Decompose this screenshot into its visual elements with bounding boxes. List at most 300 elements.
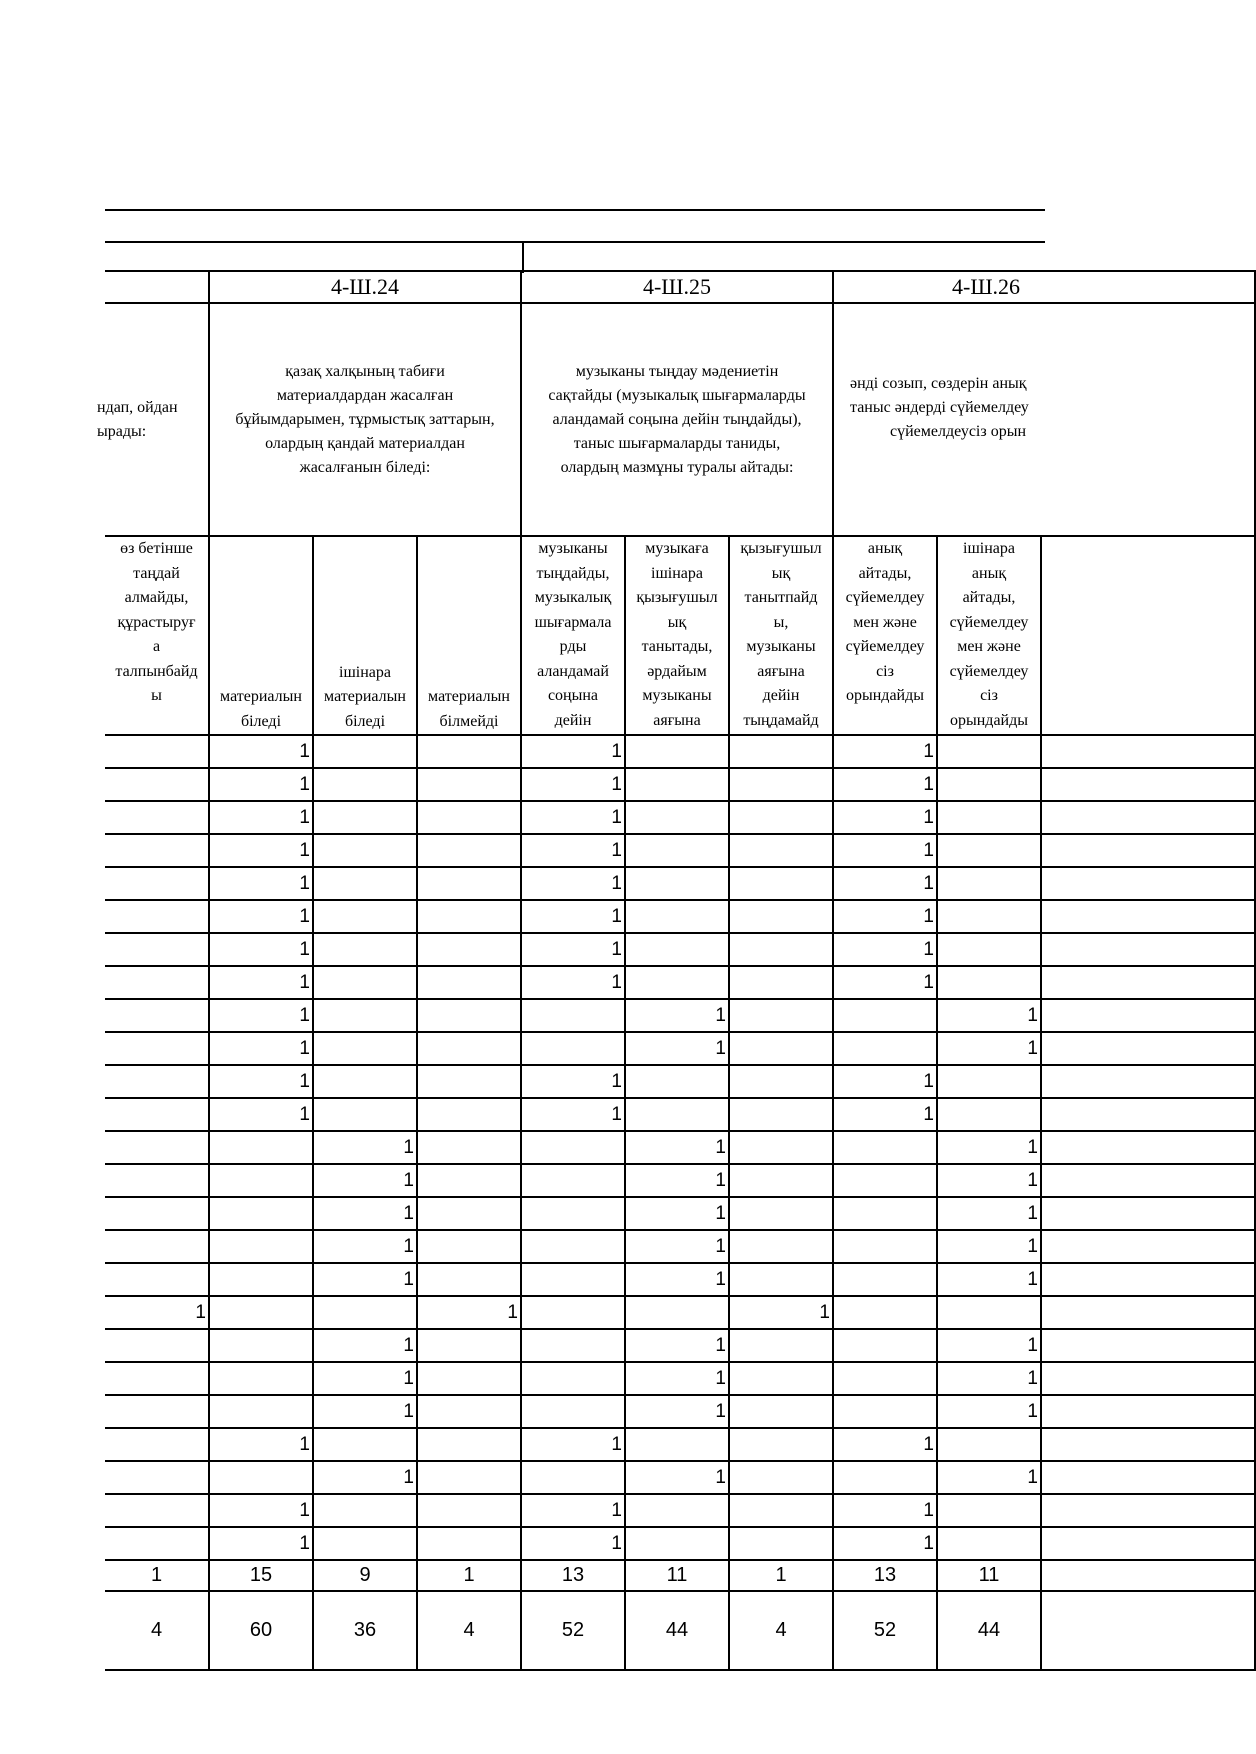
cell-criterion-sings-clearly	[833, 1131, 937, 1164]
description-line: таныс шығармаларды таниды,	[573, 434, 781, 452]
cell-criterion-does-not-know-material	[417, 1494, 521, 1527]
cell-criterion-does-not-know-material	[417, 1362, 521, 1395]
cell-criterion-sings-clearly: 1	[833, 867, 937, 900]
cell-criterion-partly-interested: 1	[625, 1461, 729, 1494]
cell-criterion-listens-attentively: 1	[521, 1494, 625, 1527]
cell-criterion-does-not-know-material	[417, 933, 521, 966]
cell-criterion-sings-clearly	[833, 999, 937, 1032]
cell-criterion-partly-sings-clearly: 1	[937, 1131, 1041, 1164]
cell-criterion-sings-clearly	[833, 1329, 937, 1362]
cell-criterion-listens-attentively	[521, 999, 625, 1032]
cell-criterion-not-interested: 1	[729, 1560, 833, 1591]
cell-criterion-sings-clearly: 1	[833, 768, 937, 801]
cell-criterion-partly-knows-material	[313, 1428, 417, 1461]
cell-clipped	[1041, 1527, 1255, 1560]
cell-criterion-knows-material	[209, 1230, 313, 1263]
cell-criterion-sings-clearly: 1	[833, 1428, 937, 1461]
cell-criterion-not-independent	[105, 834, 209, 867]
cell-criterion-not-interested	[729, 801, 833, 834]
subheader-criterion-sings-clearly	[833, 536, 937, 735]
cell-criterion-partly-sings-clearly	[937, 1527, 1041, 1560]
cell-criterion-sings-clearly: 1	[833, 801, 937, 834]
cell-criterion-partly-knows-material	[313, 1296, 417, 1329]
cell-criterion-partly-interested	[625, 1428, 729, 1461]
cell-clipped	[1041, 768, 1255, 801]
subheader-line: сіз	[876, 662, 894, 680]
cell-criterion-sings-clearly: 1	[833, 834, 937, 867]
table-row	[105, 933, 1255, 966]
cell-clipped	[1041, 735, 1255, 768]
table-row	[105, 1131, 1255, 1164]
cell-clipped	[1041, 1329, 1255, 1362]
cell-criterion-listens-attentively: 1	[521, 1065, 625, 1098]
cell-criterion-does-not-know-material: 4	[417, 1591, 521, 1670]
table-row	[105, 1395, 1255, 1428]
subheader-line: анық	[971, 564, 1007, 582]
cell-clipped	[1041, 1263, 1255, 1296]
subheader-line: сүйемелдеу	[845, 589, 925, 606]
subheader-line: тыңдамайд	[743, 711, 819, 729]
cell-criterion-knows-material: 1	[209, 867, 313, 900]
cell-criterion-listens-attentively: 1	[521, 867, 625, 900]
cell-criterion-not-independent	[105, 1428, 209, 1461]
description-line: ырады:	[97, 422, 147, 440]
cell-criterion-does-not-know-material	[417, 1065, 521, 1098]
cell-clipped	[1041, 1428, 1255, 1461]
subheader-line: айтады,	[962, 589, 1016, 606]
cell-criterion-knows-material	[209, 1395, 313, 1428]
table-row	[105, 1164, 1255, 1197]
cell-criterion-sings-clearly: 52	[833, 1591, 937, 1670]
table-row	[105, 735, 1255, 768]
cell-criterion-knows-material	[209, 1197, 313, 1230]
cell-criterion-not-interested	[729, 1098, 833, 1131]
subheader-line: дейін	[554, 711, 592, 729]
cell-criterion-listens-attentively: 52	[521, 1591, 625, 1670]
subcolumn-header-row	[105, 536, 1255, 735]
cell-criterion-listens-attentively	[521, 1032, 625, 1065]
subheader-line: ішінара	[651, 564, 703, 582]
cell-criterion-partly-sings-clearly: 1	[937, 1329, 1041, 1362]
description-line: сақтайды (музыкалық шығармаларды	[548, 386, 806, 404]
percents-row	[105, 1591, 1255, 1670]
header-divider	[522, 241, 524, 273]
cell-clipped	[1041, 1197, 1255, 1230]
cell-criterion-sings-clearly: 1	[833, 1527, 937, 1560]
description-line: сүйемелдеусіз орын	[890, 422, 1026, 440]
table-row	[105, 1098, 1255, 1131]
cell-criterion-partly-interested	[625, 1494, 729, 1527]
cell-criterion-sings-clearly: 1	[833, 1098, 937, 1131]
cell-criterion-partly-knows-material: 1	[313, 1461, 417, 1494]
cell-criterion-sings-clearly	[833, 1164, 937, 1197]
cell-criterion-partly-interested	[625, 801, 729, 834]
table-row	[105, 1527, 1255, 1560]
cell-criterion-not-independent	[105, 900, 209, 933]
cell-criterion-does-not-know-material	[417, 966, 521, 999]
cell-criterion-not-independent: 1	[105, 1296, 209, 1329]
cell-criterion-partly-interested: 44	[625, 1591, 729, 1670]
cell-clipped	[1041, 1032, 1255, 1065]
cell-criterion-partly-sings-clearly	[937, 1296, 1041, 1329]
cell-criterion-not-independent	[105, 1098, 209, 1131]
description-line: бұйымдарымен, тұрмыстық заттарын,	[235, 410, 495, 428]
cell-criterion-listens-attentively	[521, 1296, 625, 1329]
cell-criterion-listens-attentively	[521, 1263, 625, 1296]
cell-criterion-does-not-know-material	[417, 801, 521, 834]
cell-criterion-partly-interested: 1	[625, 1032, 729, 1065]
cell-criterion-listens-attentively	[521, 1164, 625, 1197]
cell-criterion-does-not-know-material: 1	[417, 1560, 521, 1591]
cell-criterion-does-not-know-material	[417, 1428, 521, 1461]
cell-criterion-partly-knows-material	[313, 999, 417, 1032]
cell-criterion-not-interested	[729, 1197, 833, 1230]
cell-criterion-partly-interested	[625, 735, 729, 768]
cell-criterion-not-independent	[105, 1461, 209, 1494]
cell-criterion-partly-interested	[625, 1527, 729, 1560]
table-row	[105, 1230, 1255, 1263]
cell-criterion-does-not-know-material	[417, 1527, 521, 1560]
table-row	[105, 900, 1255, 933]
cell-criterion-not-interested	[729, 834, 833, 867]
cell-criterion-knows-material	[209, 1131, 313, 1164]
subheader-line: сүйемелдеу	[949, 613, 1029, 631]
cell-criterion-does-not-know-material	[417, 1164, 521, 1197]
cell-criterion-partly-interested	[625, 1296, 729, 1329]
cell-criterion-partly-sings-clearly: 1	[937, 1164, 1041, 1197]
cell-clipped	[1041, 1098, 1255, 1131]
cell-criterion-listens-attentively: 1	[521, 1098, 625, 1131]
cell-criterion-knows-material	[209, 1461, 313, 1494]
description-line: әнді созып, сөздерін анық	[850, 374, 1027, 392]
cell-criterion-not-independent	[105, 933, 209, 966]
cell-criterion-does-not-know-material	[417, 1461, 521, 1494]
cell-criterion-listens-attentively	[521, 1131, 625, 1164]
cell-criterion-partly-knows-material	[313, 1065, 417, 1098]
cell-clipped	[1041, 1065, 1255, 1098]
cell-criterion-knows-material	[209, 1329, 313, 1362]
cell-criterion-not-independent	[105, 1362, 209, 1395]
description-line: қазақ халқының табиғи	[285, 362, 445, 380]
cell-criterion-does-not-know-material	[417, 999, 521, 1032]
description-line: аландамай соңына дейін тыңдайды),	[552, 410, 802, 428]
subheader-line: ы,	[773, 613, 789, 631]
cell-criterion-sings-clearly	[833, 1461, 937, 1494]
cell-criterion-partly-knows-material: 1	[313, 1329, 417, 1362]
cell-criterion-partly-knows-material	[313, 1098, 417, 1131]
cell-criterion-does-not-know-material	[417, 1032, 521, 1065]
cell-criterion-partly-sings-clearly: 1	[937, 1032, 1041, 1065]
cell-criterion-partly-sings-clearly	[937, 1065, 1041, 1098]
cell-criterion-partly-interested	[625, 966, 729, 999]
subheader-criterion-does-not-know-material	[417, 536, 521, 735]
cell-criterion-not-independent	[105, 1494, 209, 1527]
cell-criterion-not-interested	[729, 966, 833, 999]
cell-criterion-partly-knows-material: 36	[313, 1591, 417, 1670]
cell-criterion-does-not-know-material: 1	[417, 1296, 521, 1329]
description-line: материалдардан жасалған	[276, 386, 454, 404]
cell-criterion-partly-knows-material	[313, 735, 417, 768]
cell-criterion-does-not-know-material	[417, 1131, 521, 1164]
cell-criterion-partly-interested: 1	[625, 999, 729, 1032]
description-line: музыканы тыңдау мәдениетін	[575, 362, 779, 380]
cell-criterion-partly-sings-clearly	[937, 1098, 1041, 1131]
cell-criterion-partly-sings-clearly: 1	[937, 1197, 1041, 1230]
cell-criterion-sings-clearly: 13	[833, 1560, 937, 1591]
subheader-line: рды	[559, 638, 587, 655]
cell-criterion-partly-knows-material	[313, 834, 417, 867]
cell-criterion-does-not-know-material	[417, 1197, 521, 1230]
cell-criterion-does-not-know-material	[417, 1263, 521, 1296]
cell-criterion-does-not-know-material	[417, 834, 521, 867]
cell-criterion-partly-interested	[625, 1098, 729, 1131]
cell-criterion-not-independent: 1	[105, 1560, 209, 1591]
table-row	[105, 1197, 1255, 1230]
cell-criterion-not-interested	[729, 933, 833, 966]
cell-clipped	[1041, 1560, 1255, 1591]
cell-criterion-partly-sings-clearly	[937, 966, 1041, 999]
subheader-criterion-partly-sings-clearly	[937, 536, 1041, 735]
description-line: жасалғанын біледі:	[299, 458, 431, 476]
subheader-line: біледі	[240, 712, 282, 730]
cell-criterion-partly-sings-clearly	[937, 933, 1041, 966]
cell-criterion-not-independent	[105, 1527, 209, 1560]
cell-criterion-does-not-know-material	[417, 1395, 521, 1428]
cell-criterion-partly-knows-material: 1	[313, 1230, 417, 1263]
cell-criterion-partly-knows-material	[313, 867, 417, 900]
cell-criterion-does-not-know-material	[417, 867, 521, 900]
subheader-line: құрастыруғ	[117, 613, 196, 631]
cell-criterion-knows-material: 60	[209, 1591, 313, 1670]
cell-criterion-sings-clearly: 1	[833, 735, 937, 768]
cell-criterion-not-interested	[729, 768, 833, 801]
subheader-line: музыканы	[642, 687, 712, 704]
cell-criterion-not-interested	[729, 1362, 833, 1395]
cell-criterion-not-independent	[105, 1263, 209, 1296]
assessment-sheet	[97, 209, 1045, 1641]
cell-criterion-partly-interested: 1	[625, 1362, 729, 1395]
cell-criterion-partly-interested: 1	[625, 1329, 729, 1362]
header-border-line	[105, 241, 1045, 243]
cell-criterion-knows-material	[209, 1263, 313, 1296]
cell-criterion-not-interested: 1	[729, 1296, 833, 1329]
cell-criterion-partly-sings-clearly	[937, 867, 1041, 900]
description-line: таныс әндерді сүйемелдеу	[850, 398, 1029, 416]
cell-clipped	[1041, 867, 1255, 900]
cell-criterion-partly-interested: 1	[625, 1230, 729, 1263]
cell-clipped	[1041, 801, 1255, 834]
cell-criterion-not-independent	[105, 1065, 209, 1098]
cell-criterion-listens-attentively: 1	[521, 966, 625, 999]
cell-criterion-listens-attentively: 1	[521, 1428, 625, 1461]
cell-clipped	[1041, 966, 1255, 999]
cell-criterion-knows-material: 1	[209, 768, 313, 801]
cell-criterion-partly-knows-material	[313, 1032, 417, 1065]
cell-clipped	[1041, 1131, 1255, 1164]
subheader-criterion-partly-interested	[625, 536, 729, 735]
cell-criterion-partly-sings-clearly: 11	[937, 1560, 1041, 1591]
cell-criterion-not-interested	[729, 1461, 833, 1494]
subheader-line: ішінара	[963, 540, 1015, 557]
table-row	[105, 1461, 1255, 1494]
subheader-line: сүйемелдеу	[845, 638, 925, 655]
subheader-line: өз бетінше	[120, 540, 193, 557]
subheader-line: ішінара	[339, 663, 391, 681]
cell-criterion-listens-attentively	[521, 1230, 625, 1263]
cell-criterion-not-independent	[105, 768, 209, 801]
cell-criterion-partly-knows-material	[313, 801, 417, 834]
cell-criterion-does-not-know-material	[417, 1329, 521, 1362]
description-cell-4-sh-26	[833, 303, 1255, 536]
cell-criterion-sings-clearly	[833, 1032, 937, 1065]
cell-criterion-knows-material: 1	[209, 801, 313, 834]
cell-criterion-partly-sings-clearly: 1	[937, 1362, 1041, 1395]
cell-criterion-sings-clearly: 1	[833, 900, 937, 933]
cell-criterion-not-interested	[729, 1395, 833, 1428]
cell-criterion-not-interested	[729, 735, 833, 768]
cell-criterion-knows-material: 1	[209, 966, 313, 999]
cell-clipped	[1041, 1395, 1255, 1428]
cell-criterion-sings-clearly: 1	[833, 966, 937, 999]
cell-criterion-partly-knows-material	[313, 900, 417, 933]
table-row	[105, 834, 1255, 867]
subheader-criterion-not-independent	[105, 536, 209, 735]
subheader-line: айтады,	[858, 564, 912, 582]
cell-criterion-does-not-know-material	[417, 900, 521, 933]
cell-criterion-knows-material	[209, 1164, 313, 1197]
description-cell-0	[97, 303, 209, 536]
cell-criterion-not-independent	[105, 735, 209, 768]
description-line: олардың мазмұны туралы айтады:	[560, 458, 794, 476]
cell-criterion-knows-material: 1	[209, 735, 313, 768]
subheader-line: қызығушыл	[636, 589, 718, 606]
cell-criterion-not-independent	[105, 966, 209, 999]
cell-clipped	[1041, 1591, 1255, 1670]
cell-criterion-partly-sings-clearly	[937, 735, 1041, 768]
cell-clipped	[1041, 834, 1255, 867]
cell-criterion-listens-attentively: 1	[521, 735, 625, 768]
subheader-line: а	[152, 638, 161, 655]
cell-criterion-not-independent	[105, 1230, 209, 1263]
cell-clipped	[1041, 1230, 1255, 1263]
cell-criterion-partly-interested: 1	[625, 1131, 729, 1164]
cell-criterion-partly-knows-material	[313, 966, 417, 999]
cell-criterion-not-interested: 4	[729, 1591, 833, 1670]
cell-criterion-partly-interested: 1	[625, 1164, 729, 1197]
subheader-line: музыканы	[538, 540, 608, 557]
cell-criterion-knows-material	[209, 1362, 313, 1395]
cell-criterion-sings-clearly: 1	[833, 933, 937, 966]
cell-criterion-listens-attentively: 13	[521, 1560, 625, 1591]
cell-criterion-sings-clearly: 1	[833, 1494, 937, 1527]
cell-criterion-not-interested	[729, 1065, 833, 1098]
code-cell-4-sh-25: 4-Ш.25	[521, 271, 833, 303]
cell-clipped	[1041, 1461, 1255, 1494]
cell-criterion-partly-knows-material: 1	[313, 1362, 417, 1395]
cell-criterion-partly-interested	[625, 768, 729, 801]
cell-criterion-not-interested	[729, 1527, 833, 1560]
cell-criterion-not-independent: 4	[105, 1591, 209, 1670]
cell-criterion-does-not-know-material	[417, 1230, 521, 1263]
subheader-line: материалын	[324, 688, 406, 705]
cell-clipped	[1041, 999, 1255, 1032]
cell-criterion-not-interested	[729, 1494, 833, 1527]
cell-criterion-not-independent	[105, 1395, 209, 1428]
cell-criterion-partly-sings-clearly: 1	[937, 1461, 1041, 1494]
subheader-line: ық	[667, 613, 687, 631]
subheader-line: талпынбайд	[115, 662, 198, 680]
cell-criterion-not-interested	[729, 900, 833, 933]
subheader-line: танытпайд	[744, 589, 818, 606]
cell-criterion-knows-material: 1	[209, 1065, 313, 1098]
subheader-line: тыңдайды,	[536, 564, 610, 582]
subheader-criterion-partly-knows-material	[313, 536, 417, 735]
cell-criterion-partly-knows-material: 1	[313, 1395, 417, 1428]
cell-criterion-partly-sings-clearly	[937, 801, 1041, 834]
table-row	[105, 801, 1255, 834]
code-cell-0	[105, 271, 209, 303]
cell-criterion-not-interested	[729, 1428, 833, 1461]
cell-criterion-sings-clearly: 1	[833, 1065, 937, 1098]
cell-criterion-partly-interested: 1	[625, 1263, 729, 1296]
subheader-line: аяғына	[757, 662, 805, 680]
subheader-line: танытады,	[641, 638, 713, 655]
cell-criterion-partly-knows-material: 1	[313, 1197, 417, 1230]
subheader-clipped	[1041, 536, 1255, 735]
code-cell-4-sh-26: 4-Ш.26	[833, 271, 1255, 303]
cell-clipped	[1041, 900, 1255, 933]
subheader-line: орындайды	[949, 711, 1028, 729]
subheader-line: музыкаға	[645, 540, 709, 557]
description-line: ндап, ойдан	[97, 398, 178, 416]
cell-criterion-knows-material: 1	[209, 933, 313, 966]
cell-criterion-partly-sings-clearly	[937, 1428, 1041, 1461]
cell-criterion-partly-knows-material	[313, 933, 417, 966]
subheader-line: алмайды,	[124, 589, 189, 606]
cell-criterion-partly-knows-material	[313, 1494, 417, 1527]
cell-criterion-partly-interested	[625, 867, 729, 900]
cell-criterion-partly-sings-clearly: 1	[937, 1263, 1041, 1296]
cell-clipped	[1041, 1494, 1255, 1527]
cell-clipped	[1041, 1296, 1255, 1329]
cell-criterion-knows-material: 1	[209, 999, 313, 1032]
cell-criterion-sings-clearly	[833, 1263, 937, 1296]
cell-criterion-partly-sings-clearly	[937, 834, 1041, 867]
cell-criterion-listens-attentively	[521, 1362, 625, 1395]
cell-clipped	[1041, 1164, 1255, 1197]
cell-criterion-does-not-know-material	[417, 735, 521, 768]
subheader-line: музыкалық	[534, 589, 612, 606]
cell-criterion-partly-interested: 1	[625, 1197, 729, 1230]
subheader-line: музыканы	[746, 638, 816, 655]
subheader-line: соңына	[547, 687, 599, 704]
cell-criterion-partly-sings-clearly	[937, 1494, 1041, 1527]
cell-criterion-listens-attentively	[521, 1197, 625, 1230]
cell-criterion-partly-knows-material: 1	[313, 1164, 417, 1197]
cell-criterion-knows-material	[209, 1296, 313, 1329]
cell-criterion-not-independent	[105, 1329, 209, 1362]
cell-criterion-not-interested	[729, 867, 833, 900]
cell-criterion-knows-material: 1	[209, 1494, 313, 1527]
subheader-line: шығармала	[534, 613, 612, 631]
cell-criterion-partly-sings-clearly: 44	[937, 1591, 1041, 1670]
subheader-line: ы	[151, 687, 162, 704]
cell-criterion-partly-knows-material	[313, 768, 417, 801]
totals-row	[105, 1560, 1255, 1591]
cell-criterion-not-independent	[105, 1032, 209, 1065]
cell-criterion-listens-attentively: 1	[521, 801, 625, 834]
cell-criterion-not-interested	[729, 1263, 833, 1296]
